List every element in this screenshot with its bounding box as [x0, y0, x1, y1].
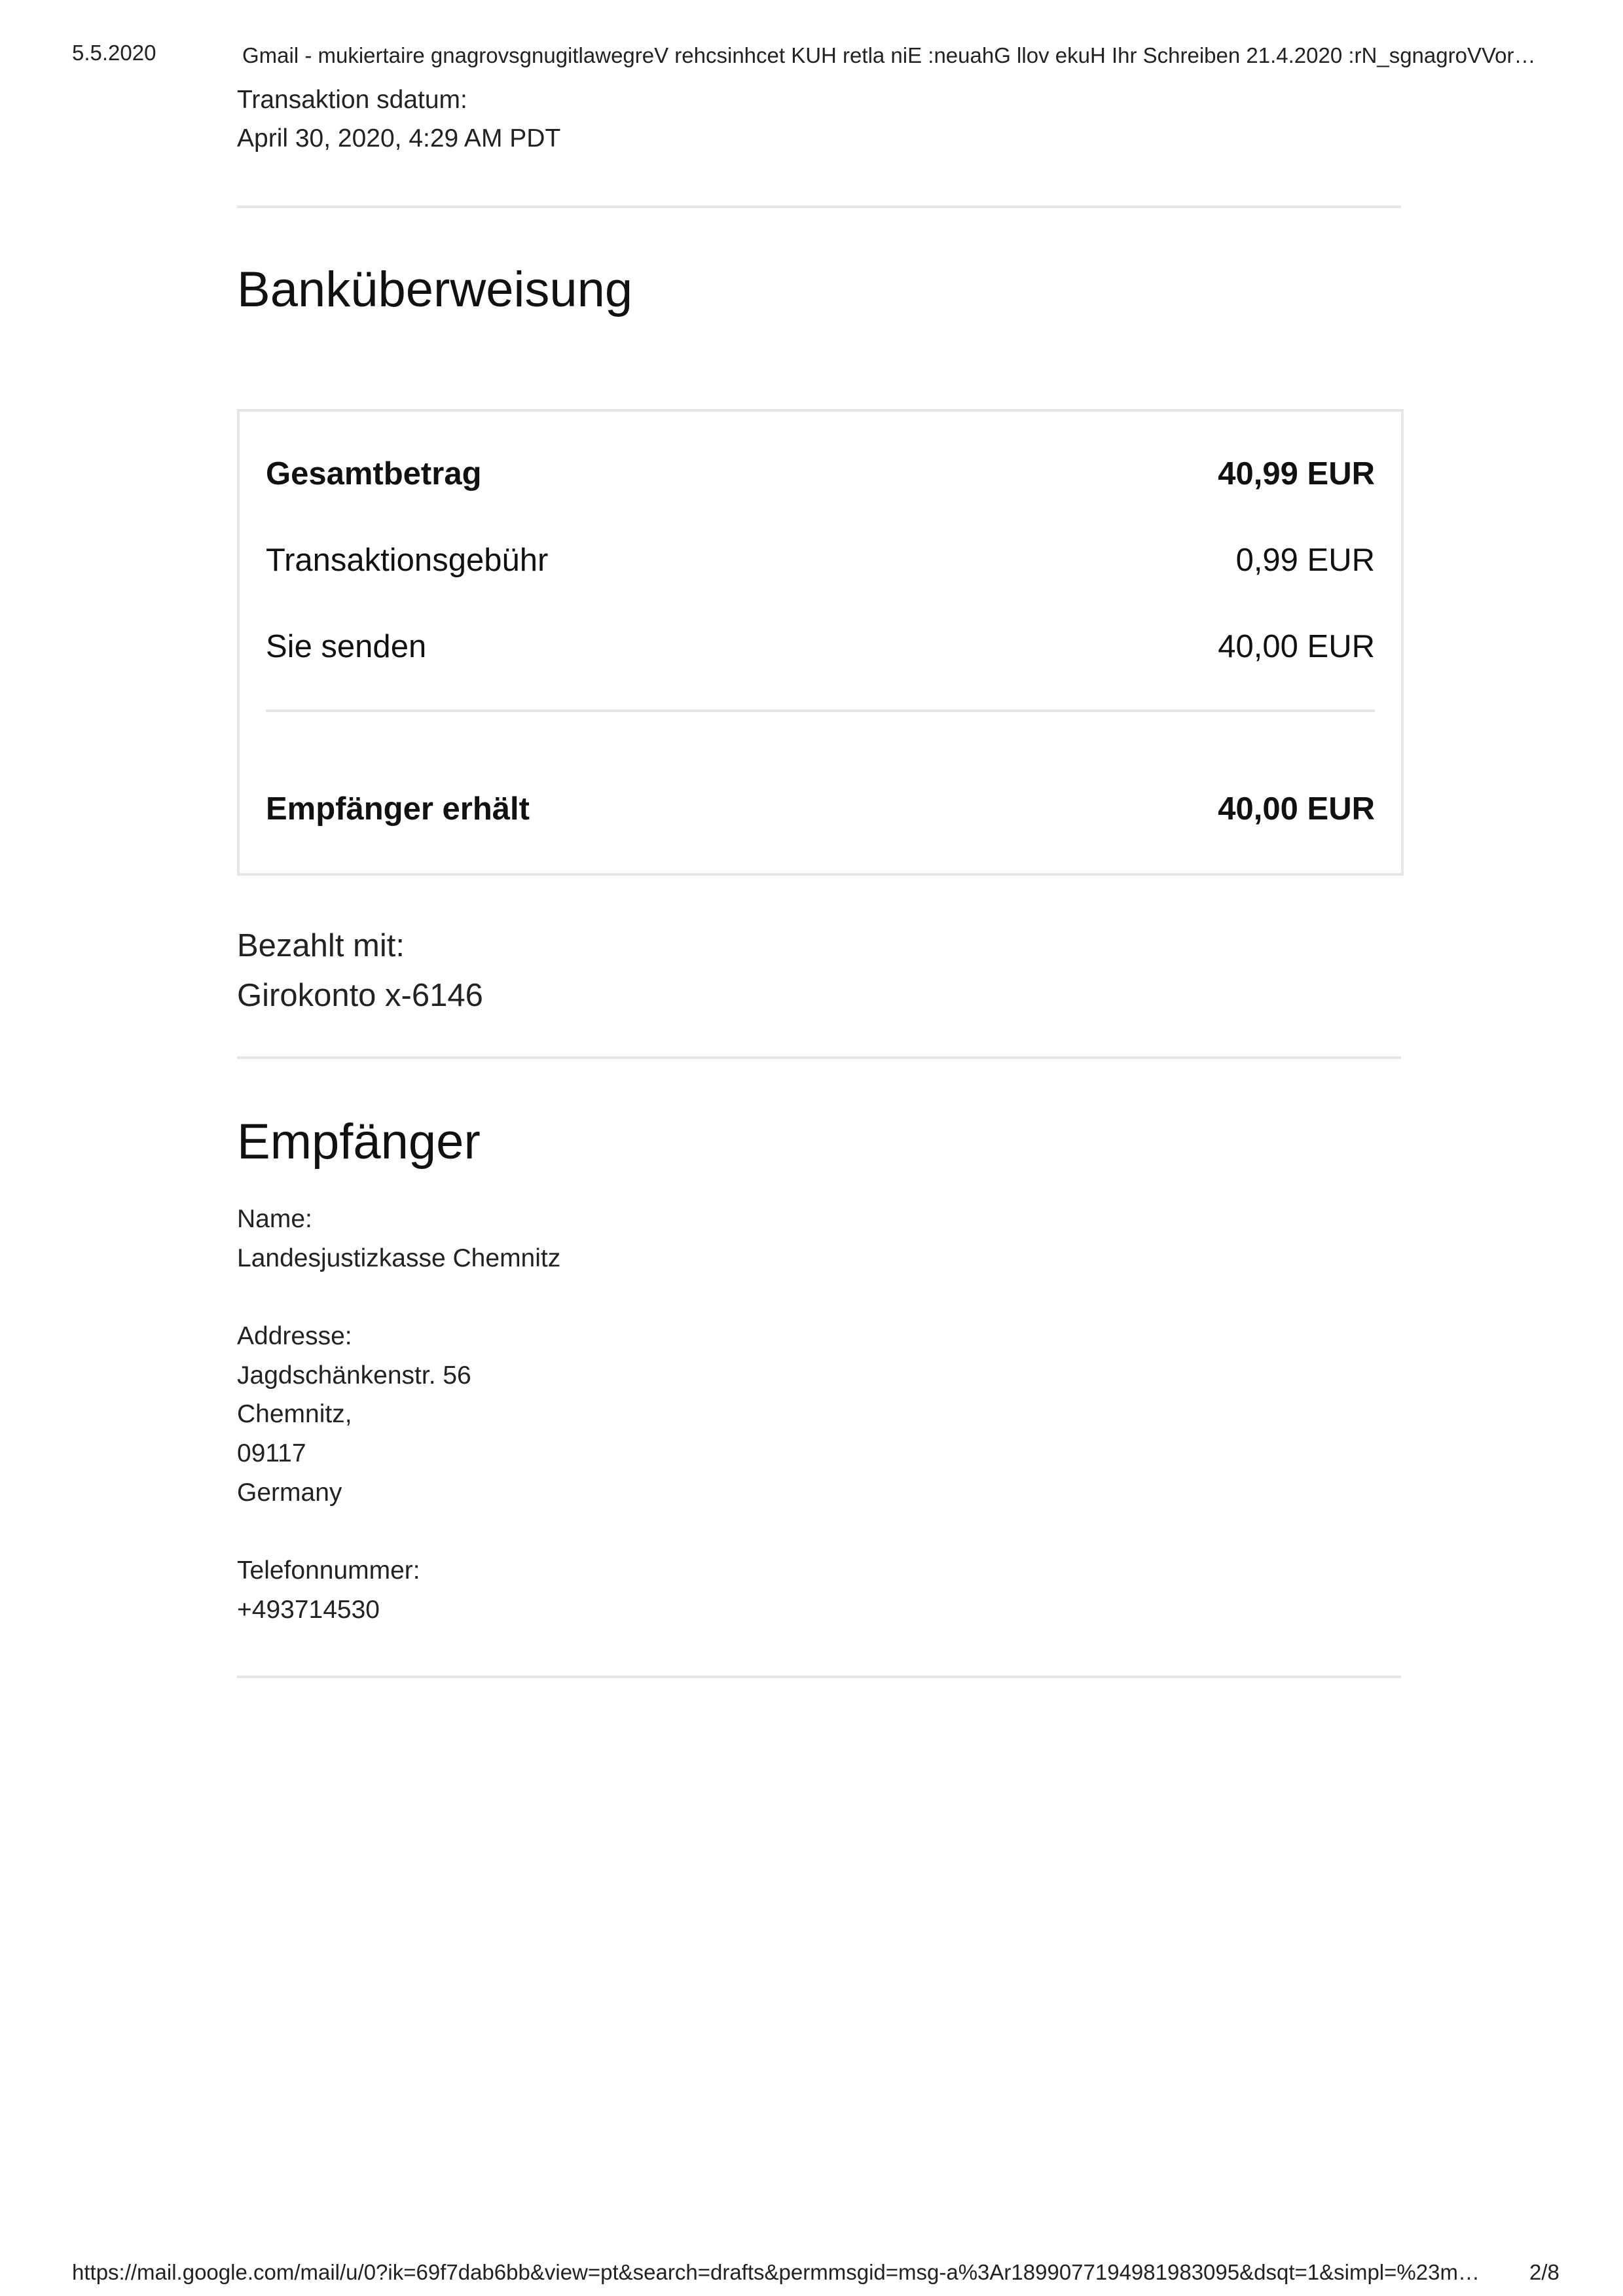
- recipient-name-value: Landesjustizkasse Chemnitz: [237, 1244, 561, 1272]
- print-title: Gmail - mukiertaire gnagrovsgnugitlawegreV rehcsinhcet KUH retla niE :neuahG llov ekuH Ihr Schreiben 21.4.2020 :rN_sgnagroVVor…: [242, 43, 1536, 67]
- address-line: Germany: [237, 1479, 342, 1507]
- fee-row: [266, 545, 1375, 577]
- send-value: 40,00 EUR: [1218, 629, 1375, 664]
- send-label: Sie senden: [266, 629, 427, 664]
- total-label: Gesamtbetrag: [266, 456, 482, 492]
- recipient-phone-value: +493714530: [237, 1596, 380, 1624]
- fee-value: 0,99 EUR: [1235, 543, 1375, 578]
- print-date: 5.5.2020: [72, 41, 156, 65]
- recipient-phone-label: Telefonnummer:: [237, 1556, 420, 1585]
- transaction-date-label: Transaktion sdatum:: [237, 86, 467, 114]
- recipient-heading: Empfänger: [237, 1114, 481, 1170]
- transaction-date-value: April 30, 2020, 4:29 AM PDT: [237, 124, 561, 152]
- payment-summary-box: [237, 409, 1404, 876]
- receive-label: Empfänger erhält: [266, 791, 530, 827]
- paid-with-label: Bezahlt mit:: [237, 928, 405, 963]
- send-row: [266, 631, 1375, 663]
- recipient-address-label: Addresse:: [237, 1322, 352, 1350]
- address-line: Chemnitz,: [237, 1400, 352, 1428]
- receive-row: [266, 793, 1375, 825]
- print-url: https://mail.google.com/mail/u/0?ik=69f7dab6bb&view=pt&search=drafts&permmsgid=msg-a%3Ar1899077194981983095&dsqt=1&simpl=%23m…: [72, 2260, 1480, 2284]
- page-number: 2/8: [1529, 2260, 1559, 2284]
- transfer-heading: Banküberweisung: [237, 262, 633, 317]
- recipient-name-label: Name:: [237, 1205, 312, 1233]
- paid-with-value: Girokonto x-6146: [237, 978, 483, 1013]
- total-value: 40,99 EUR: [1218, 456, 1375, 492]
- receive-value: 40,00 EUR: [1218, 791, 1375, 827]
- total-row: [266, 458, 1375, 490]
- fee-label: Transaktionsgebühr: [266, 543, 549, 578]
- divider: [237, 1676, 1401, 1678]
- divider: [237, 206, 1401, 208]
- summary-divider: [266, 709, 1375, 712]
- address-line: Jagdschänkenstr. 56: [237, 1361, 471, 1390]
- address-line: 09117: [237, 1439, 306, 1467]
- divider: [237, 1056, 1401, 1059]
